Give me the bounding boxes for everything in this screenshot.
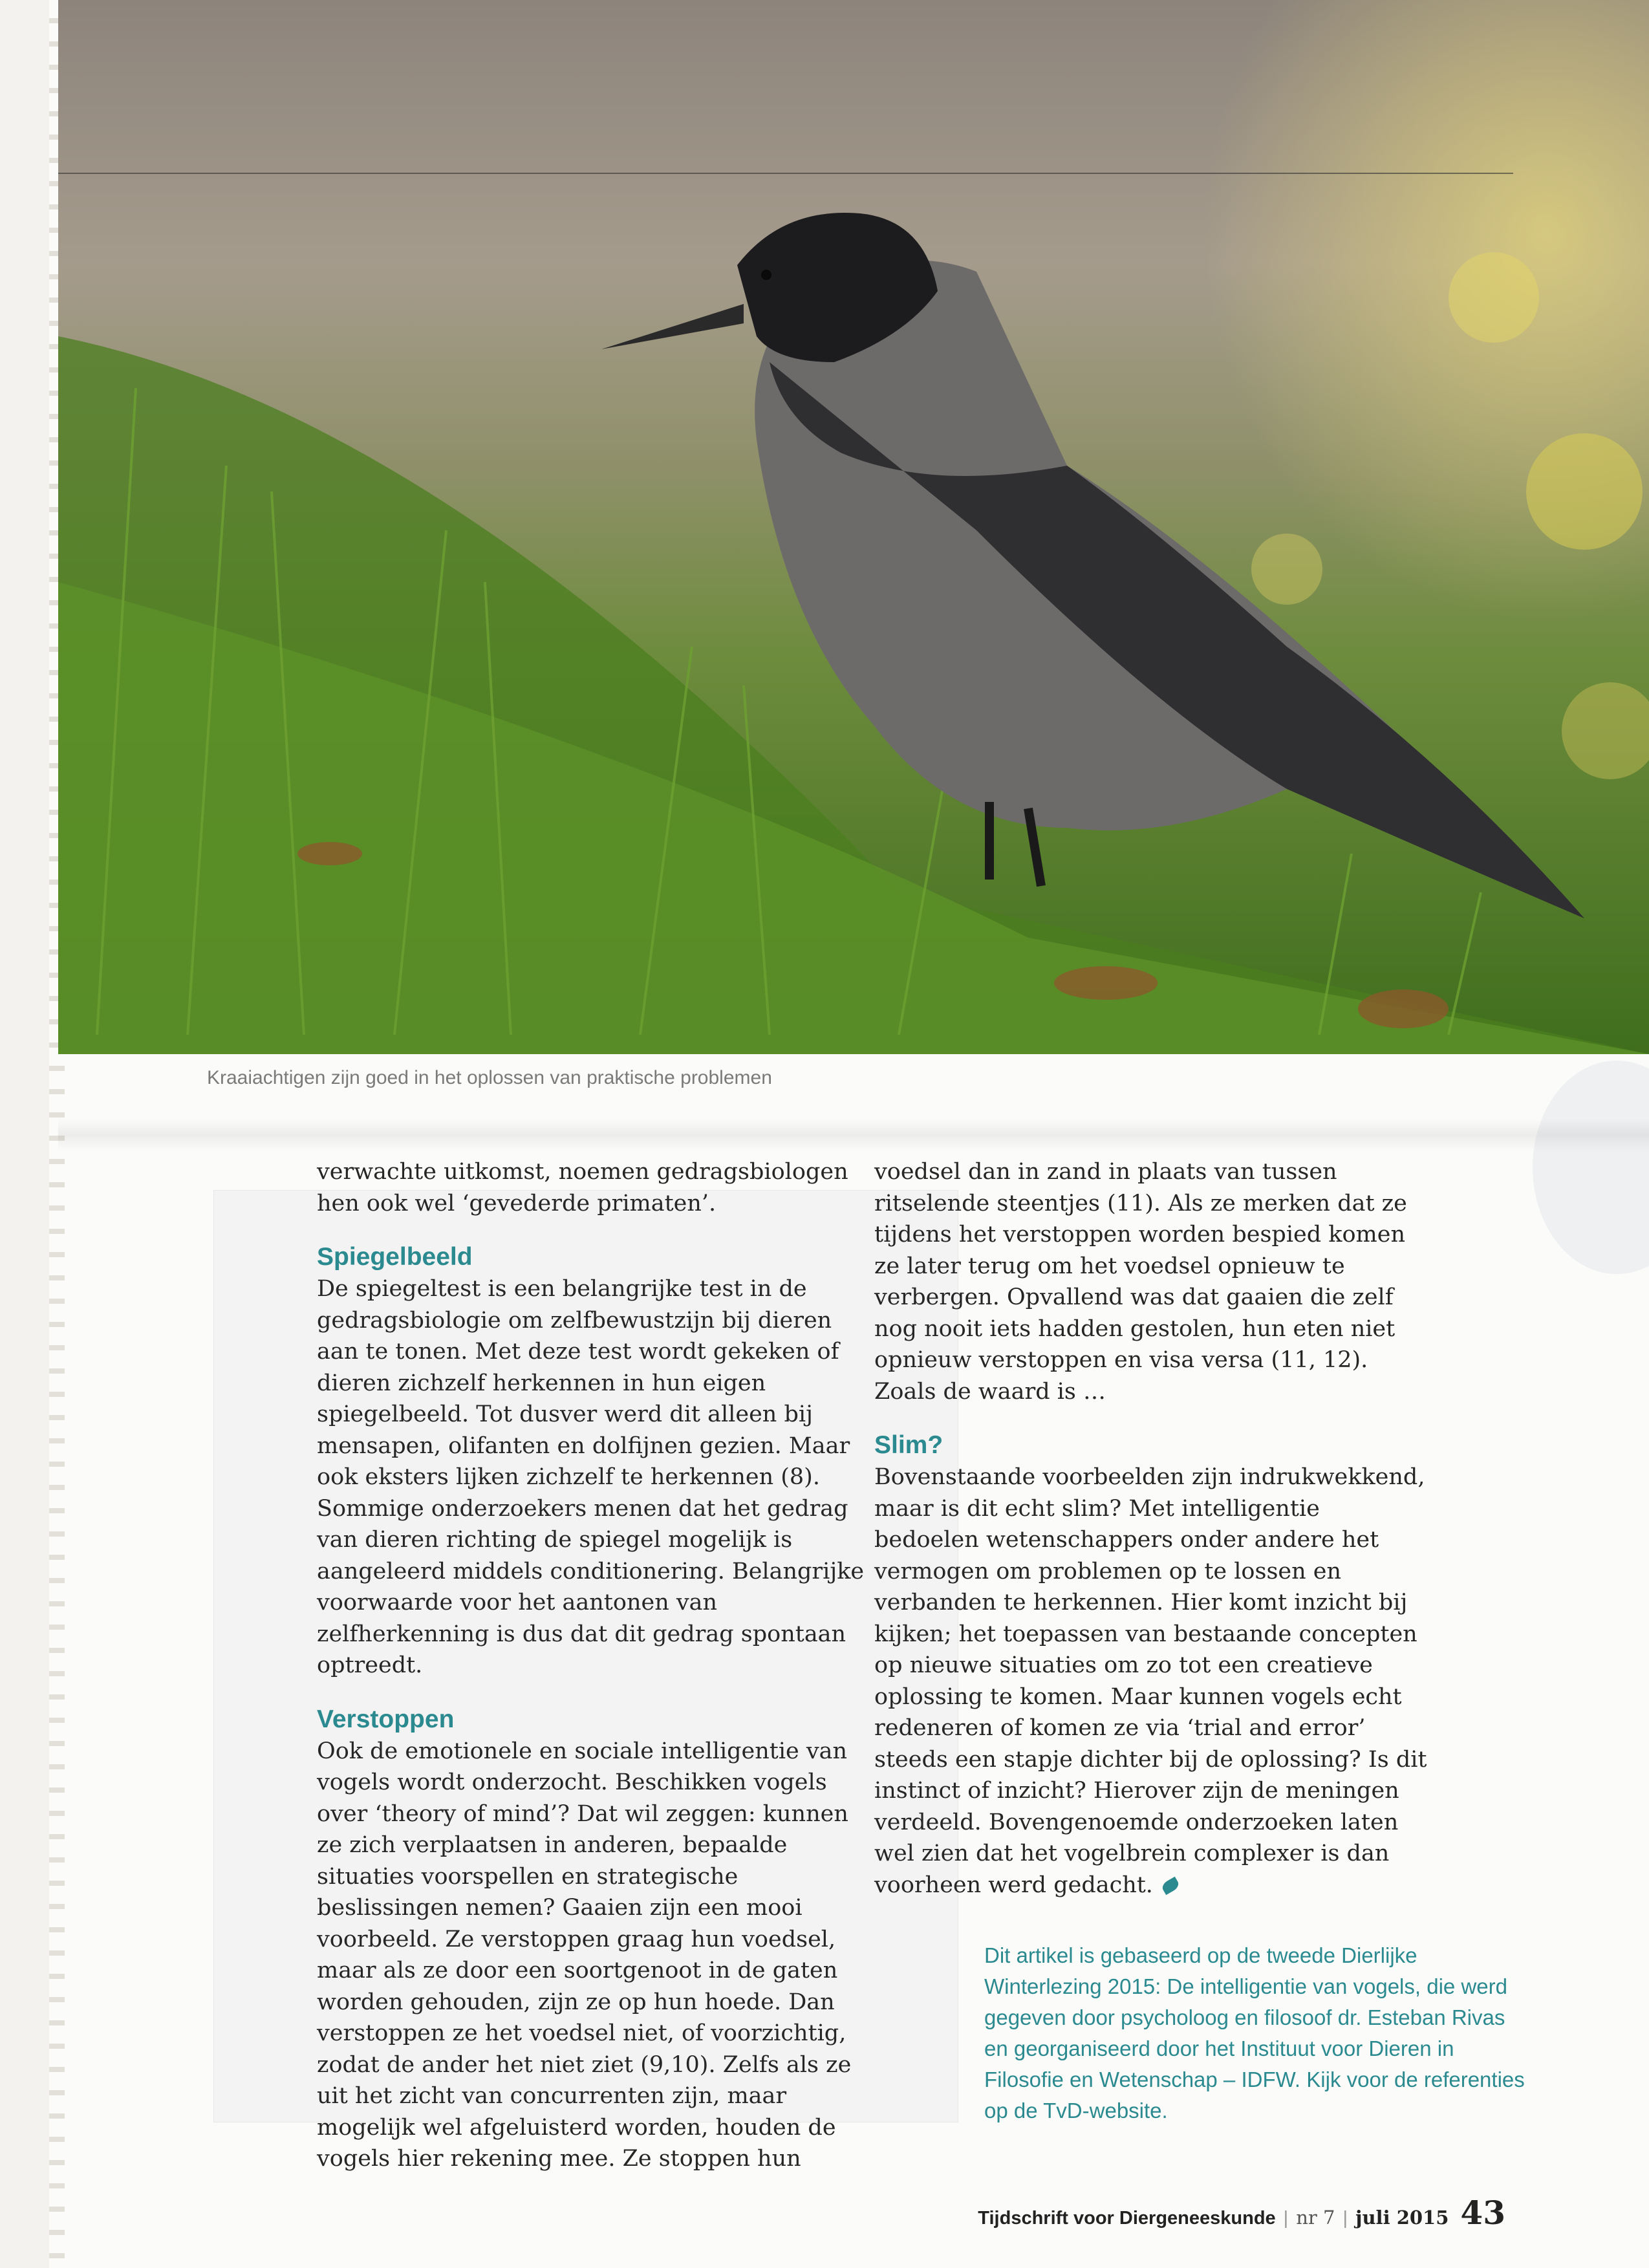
leaf-icon [1160, 1877, 1181, 1895]
section-heading: Slim? [874, 1431, 943, 1459]
column-intro: verwachte uitkomst, noemen gedragsbiologen hen ook wel ‘gevederde primaten’. [317, 1159, 848, 1216]
page-fold [58, 1119, 1649, 1151]
article-column-left [317, 1156, 873, 2175]
issue-number: nr 7 [1296, 2207, 1335, 2229]
section-body: De spiegeltest is een belangrijke test in de gedragsbiologie om zelfbewustzijn bij dieren aan te tonen. Met deze test wordt gekeken of dieren zichzelf herkennen in hun eigen spiegelbeeld. Tot dusver werd dit alleen bij mensapen, olifanten en dolfijnen gezien. Maar ook eksters lijken zichzelf te herkennen (8). Sommige onderzoekers menen dat het gedrag van dieren richting de spiegel mogelijk is aangeleerd middels conditionering. Belangrijke voorwaarde voor het aantonen van zelfherkenning is dus dat dit gedrag spontaan optreedt. [317, 1276, 865, 1678]
section-heading: Verstoppen [317, 1705, 455, 1733]
page-footer [978, 2194, 1505, 2232]
section-heading: Spiegelbeeld [317, 1243, 473, 1271]
section-body: Ook de emotionele en sociale intelligentie van vogels wordt onderzocht. Beschikken vogels over ‘theory of mind’? Dat wil zeggen: kunnen ze zich verplaatsen in anderen, bepaalde situaties voorspellen en strategische beslissingen nemen? Gaaien zijn een mooi voorbeeld. Ze verstoppen graag hun voedsel, maar als ze door een soortgenoot in de gaten worden gehouden, zijn ze op hun hoede. Dan verstoppen ze het voedsel niet, of voorzichtig, zodat de ander het niet ziet (9,10). Zelfs als ze uit het zicht van concurrenten zijn, maar mogelijk wel afgeluisterd worden, houden de vogels hier rekening mee. Ze stoppen hun [317, 1738, 852, 2172]
column-intro: voedsel dan in zand in plaats van tussen ritselende steentjes (11). Als ze merken dat ze tijdens het verstoppen worden bespied komen ze later terug om het voedsel opnieuw te verbergen. Opvallend was dat gaaien die zelf nog nooit iets hadden gestolen, hun eten niet opnieuw verstoppen en visa versa (11, 12). Zoals de waard is … [874, 1159, 1407, 1405]
journal-name: Tijdschrift voor Diergeneeskunde [978, 2208, 1276, 2229]
crow-photo [58, 0, 1649, 1054]
section-body [874, 1462, 1430, 1901]
page-number: 43 [1460, 2194, 1505, 2232]
issue-date: juli 2015 [1355, 2207, 1449, 2229]
footer-separator: | [1283, 2208, 1289, 2229]
section-body-text: Bovenstaande voorbeelden zijn indrukwekkend, maar is dit echt slim? Met intelligentie bedoelen wetenschappers onder andere het vermogen om problemen op te lossen en verbanden te herkennen. Hier komt inzicht bij kijken; het toepassen van bestaande concepten op nieuwe situaties om zo tot een creatieve oplossing te komen. Maar kunnen vogels echt redeneren of komen ze via ‘trial and error’ steeds een stapje dichter bij de oplossing? Is dit instinct of inzicht? Hierover zijn de meningen verdeeld. Bovengenoemde onderzoeken laten wel zien dat het vogelbrein complexer is dan voorheen werd gedacht. [874, 1464, 1427, 1898]
crow-illustration [58, 0, 1649, 1054]
footer-separator: | [1342, 2208, 1348, 2229]
article-note: Dit artikel is gebaseerd op de tweede Dierlijke Winterlezing 2015: De intelligentie van vogels, die werd gegeven door psycholoog en filosoof dr. Esteban Rivas en georganiseerd door het Instituut voor Dieren in Filosofie en Wetenschap – IDFW. Kijk voor de referenties op de TvD-website. [984, 1943, 1525, 2122]
photo-caption: Kraaiachtigen zijn goed in het oplossen van praktische problemen [207, 1067, 772, 1088]
article-column-right [874, 1156, 1430, 1901]
